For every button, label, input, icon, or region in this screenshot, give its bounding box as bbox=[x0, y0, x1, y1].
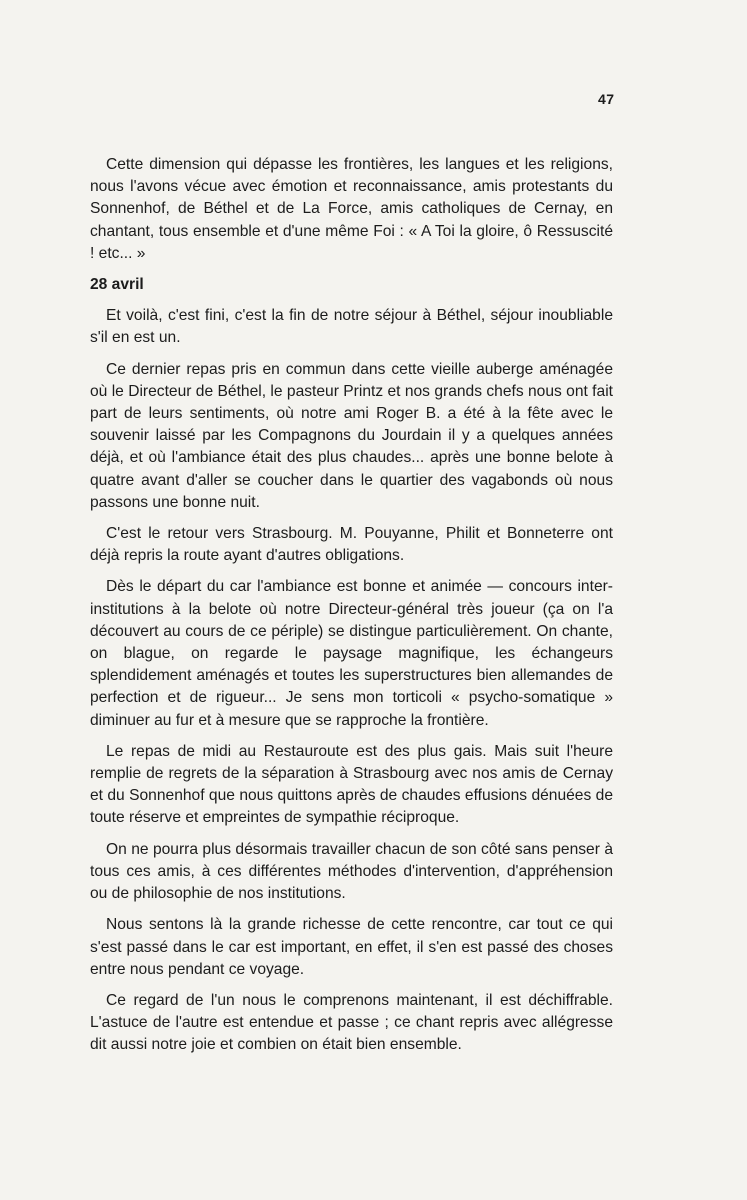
paragraph: Et voilà, c'est fini, c'est la fin de notre séjour à Béthel, séjour inoubliable s'il en est un. bbox=[90, 307, 613, 347]
paragraph: C'est le retour vers Strasbourg. M. Pouyanne, Philit et Bonneterre ont déjà repris la route ayant d'autres obligations. bbox=[90, 525, 613, 565]
paragraph: Ce dernier repas pris en commun dans cette vieille auberge aménagée où le Directeur de Béthel, le pasteur Printz et nos grands chefs nous ont fait part de leurs sentiments, où notre ami Roger B. a été à la fête avec le souvenir laissé par les Compagnons du Jourdain il y a quelques années déjà, et où l'ambiance était des plus chaudes... après une bonne belote à quatre avant d'aller se coucher dans le quartier des vagabonds où nous passons une bonne nuit. bbox=[90, 360, 613, 511]
paragraph: Ce regard de l'un nous le comprenons maintenant, il est déchiffrable. L'astuce de l'autre est entendue et passe ; ce chant repris avec allégresse dit aussi notre joie et combien on était bien ensemble. bbox=[90, 991, 613, 1054]
paragraph: Nous sentons là la grande richesse de cette rencontre, car tout ce qui s'est passé dans le car est important, en effet, il s'en est passé des choses entre nous pendant ce voyage. bbox=[90, 916, 613, 978]
paragraph: On ne pourra plus désormais travailler chacun de son côté sans penser à tous ces amis, à ces différentes méthodes d'intervention, d'appréhension ou de philosophie de nos institutions. bbox=[90, 840, 613, 903]
section-heading-date: 28 avril bbox=[90, 276, 144, 294]
text-column bbox=[90, 154, 613, 1066]
paragraph: Dès le départ du car l'ambiance est bonne et animée — concours inter-institutions à la belote où notre Directeur-général très joueur (ça on l'a découvert au cours de ce périple) se distingue particulièrement. On chante, on blague, on regarde le paysage magnifique, les échangeurs splendidement aménagés et toutes les superstructures bien allemandes de perfection et de rigueur... Je sens mon torticoli « psycho-somatique » diminuer au fur et à mesure que se rapproche la frontière. bbox=[90, 578, 613, 729]
page-number: 47 bbox=[598, 91, 615, 107]
intro-paragraph: Cette dimension qui dépasse les frontières, les langues et les religions, nous l'avons vécue avec émotion et reconnaissance, amis protestants du Sonnenhof, de Béthel et de La Force, amis catholiques de Cernay, en chantant, tous ensemble et d'une même Foi : « A Toi la gloire, ô Ressuscité ! etc... » bbox=[90, 156, 613, 262]
paragraph: Le repas de midi au Restauroute est des plus gais. Mais suit l'heure remplie de regrets de la séparation à Strasbourg avec nos amis de Cernay et du Sonnenhof que nous quittons après de chaudes effusions dénuées de toute réserve et empreintes de sympathie réciproque. bbox=[90, 742, 613, 827]
